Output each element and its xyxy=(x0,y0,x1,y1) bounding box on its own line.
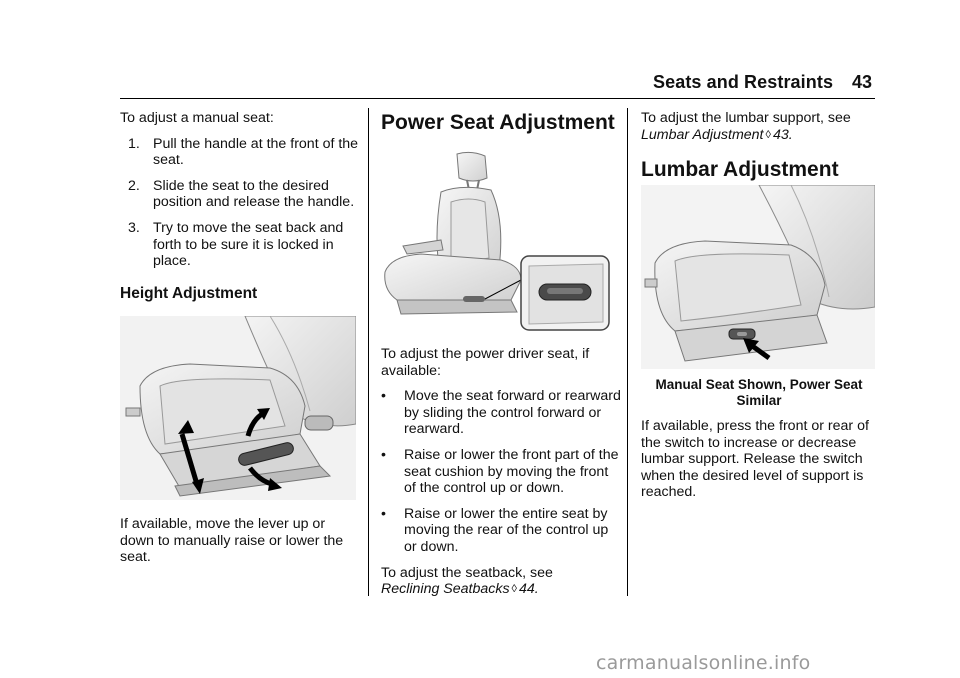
height-adjustment-illustration xyxy=(120,316,356,500)
watermark: carmanualsonline.info xyxy=(596,652,811,674)
reclining-seatbacks-link[interactable]: Reclining Seatbacks xyxy=(381,581,510,598)
power-seat-heading: Power Seat Adjustment xyxy=(381,111,615,134)
height-adjustment-text: If available, move the lever up or down to manually raise or lower the seat. xyxy=(120,516,344,566)
column-2-heading xyxy=(381,111,621,135)
list-item: 2. Slide the seat to the desired position and release the handle. xyxy=(128,177,355,211)
list-item: • Raise or lower the entire seat by moving the rear of the control up or down. xyxy=(381,505,609,555)
power-seat-intro: To adjust the power driver seat, if available: xyxy=(381,346,590,379)
column-1-lower xyxy=(120,516,360,566)
page-reference-icon: ◊ xyxy=(765,128,771,141)
header-rule xyxy=(120,98,875,99)
column-2 xyxy=(381,346,621,598)
list-item: 1. Pull the handle at the front of the seat. xyxy=(128,135,359,169)
seatback-page-ref: 44. xyxy=(518,581,539,598)
section-title: Seats and Restraints xyxy=(653,72,834,92)
column-divider-right xyxy=(627,108,628,596)
lumbar-adjustment-illustration xyxy=(641,185,875,369)
column-divider-left xyxy=(368,108,369,596)
figure-caption: Manual Seat Shown, Power Seat Similar xyxy=(655,377,863,408)
lumbar-adjustment-link[interactable]: Lumbar Adjustment xyxy=(641,126,764,143)
lumbar-reference: To adjust the lumbar support, see Lumbar Adjustment ◊ 43. xyxy=(641,110,851,143)
manual-seat-intro: To adjust a manual seat: xyxy=(120,110,274,126)
lumbar-adjustment-text: If available, press the front or rear of the switch to increase or decrease lumbar support. Release the switch when the desired level of support is reached. xyxy=(641,418,869,501)
list-item: 3. Try to move the seat back and forth to be sure it is locked in place. xyxy=(128,219,344,270)
seatback-reference: To adjust the seatback, see Reclining Seatbacks ◊ 44. xyxy=(381,564,553,598)
column-3 xyxy=(641,110,877,182)
page-number: 43 xyxy=(852,72,873,92)
height-adjustment-heading: Height Adjustment xyxy=(120,284,258,302)
column-3-lower xyxy=(641,377,877,501)
page-reference-icon: ◊ xyxy=(511,583,517,596)
power-seat-illustration xyxy=(381,150,611,332)
list-item: • Raise or lower the front part of the seat cushion by moving the front of the control up or down. xyxy=(381,446,619,497)
list-item: • Move the seat forward or rearward by sliding the control forward or rearward. xyxy=(381,388,621,438)
column-1 xyxy=(120,110,360,303)
lumbar-page-ref: 43. xyxy=(772,126,793,143)
lumbar-adjustment-heading: Lumbar Adjustment xyxy=(641,158,839,182)
